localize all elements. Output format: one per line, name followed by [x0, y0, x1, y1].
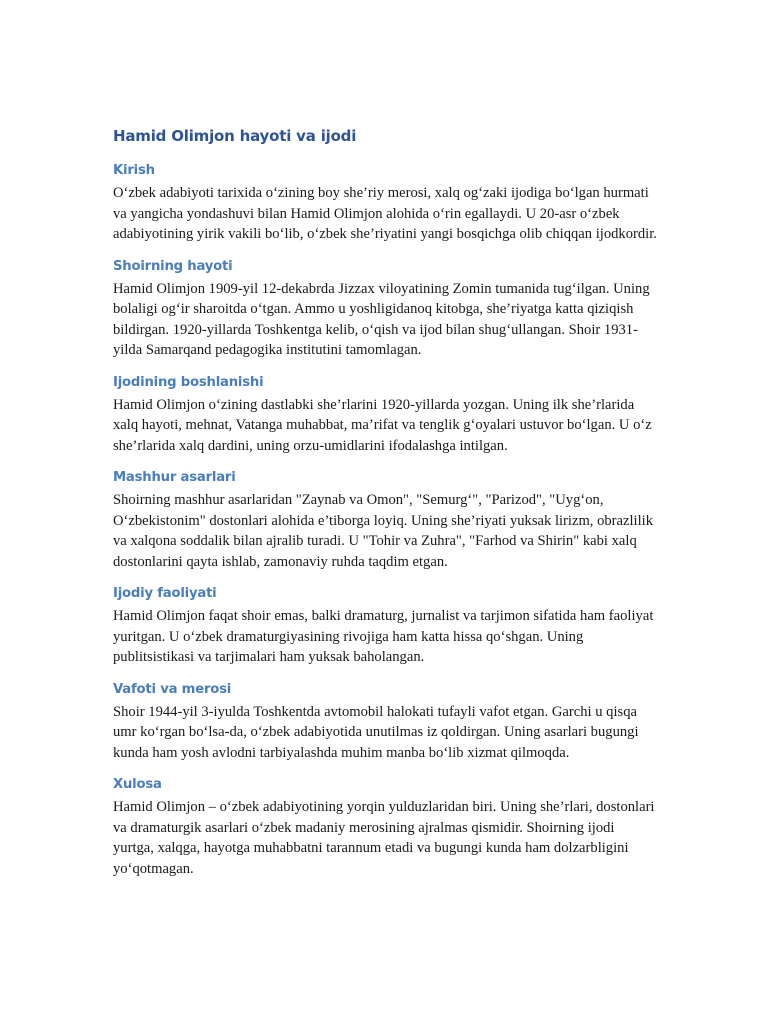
section-xulosa: [113, 775, 658, 879]
section-body: Hamid Olimjon o‘zining dastlabki she’rlarini 1920-yillarda yozgan. Uning ilk she’rlarida xalq hayoti, mehnat, Vatanga muhabbat, ma’rifat va tenglik g‘oyalari ustuvor bo‘lgan. U o‘z she’rlarida xalq dardini, uning orzu-umidlarini ifodalashga intilgan.: [113, 396, 652, 454]
section-ijodining-boshlanishi: [113, 373, 658, 457]
section-vafoti-va-merosi: [113, 680, 658, 764]
section-heading: Shoirning hayoti: [113, 258, 233, 274]
section-shoirning-hayoti: [113, 257, 658, 361]
section-heading: Ijodining boshlanishi: [113, 374, 264, 390]
section-body: Hamid Olimjon – o‘zbek adabiyotining yorqin yulduzlaridan biri. Uning she’rlari, dostonlari va dramaturgik asarlari o‘zbek madaniy merosining ajralmas qismidir. Shoirning ijodi yurtga, xalqga, hayotga muhabbatni tarannum etadi va bugungi kunda ham dolzarbligini yo‘qotmagan.: [113, 799, 655, 877]
document-title: Hamid Olimjon hayoti va ijodi: [113, 127, 357, 145]
section-mashhur-asarlari: [113, 468, 658, 572]
section-heading: Xulosa: [113, 777, 162, 792]
section-ijodiy-faoliyati: [113, 584, 658, 668]
section-heading: Ijodiy faoliyati: [113, 586, 217, 601]
section-kirish: [113, 161, 658, 245]
section-body: Shoir 1944-yil 3-iyulda Toshkentda avtomobil halokati tufayli vafot etgan. Garchi u qisqa umr ko‘rgan bo‘lsa-da, o‘zbek adabiyotida unutilmas iz qoldirgan. Uning asarlari bugungi kunda ham yosh avlodni tarbiyalashda muhim manba bo‘lib xizmat qilmoqda.: [113, 703, 639, 761]
section-heading: Mashhur asarlari: [113, 470, 236, 485]
section-body: O‘zbek adabiyoti tarixida o‘zining boy she’riy merosi, xalq og‘zaki ijodiga bo‘lgan hurmati va yangicha yondashuvi bilan Hamid Olimjon alohida o‘rin egallaydi. U 20-asr o‘zbek adabiyotining yirik vakili bo‘lib, o‘zbek she’riyatini yangi bosqichga olib chiqqan ijodkordir.: [113, 185, 657, 242]
section-heading: Kirish: [113, 163, 155, 178]
section-body: Shoirning mashhur asarlaridan "Zaynab va Omon", "Semurg‘", "Parizod", "Uyg‘on, O‘zbekistonim" dostonlari alohida e’tiborga loyiq. Uning she’riyati yuksak lirizm, obrazlilik va xalqona soddalik bilan ajralib turadi. U "Tohir va Zuhra", "Farhod va Shirin" kabi xalq dostonlarini qayta ishlab, zamonaviy ruhda taqdim etgan.: [113, 492, 654, 570]
section-body: Hamid Olimjon 1909-yil 12-dekabrda Jizzax viloyatining Zomin tumanida tug‘ilgan. Uning bolaligi og‘ir sharoitda o‘tgan. Ammo u yoshligidanoq kitobga, she’riyatga katta qiziqish bildirgan. 1920-yillarda Toshkentga kelib, o‘qish va ijod bilan shug‘ullangan. Shoir 1931-yilda Samarqand pedagogika institutini tamomlagan.: [113, 280, 650, 358]
section-body: Hamid Olimjon faqat shoir emas, balki dramaturg, jurnalist va tarjimon sifatida ham faoliyat yuritgan. U o‘zbek dramaturgiyasining rivojiga ham katta hissa qo‘shgan. Uning publitsistikasi va tarjimalari ham yuksak baholangan.: [113, 608, 654, 665]
document-page: [113, 124, 658, 891]
section-heading: Vafoti va merosi: [113, 681, 232, 697]
